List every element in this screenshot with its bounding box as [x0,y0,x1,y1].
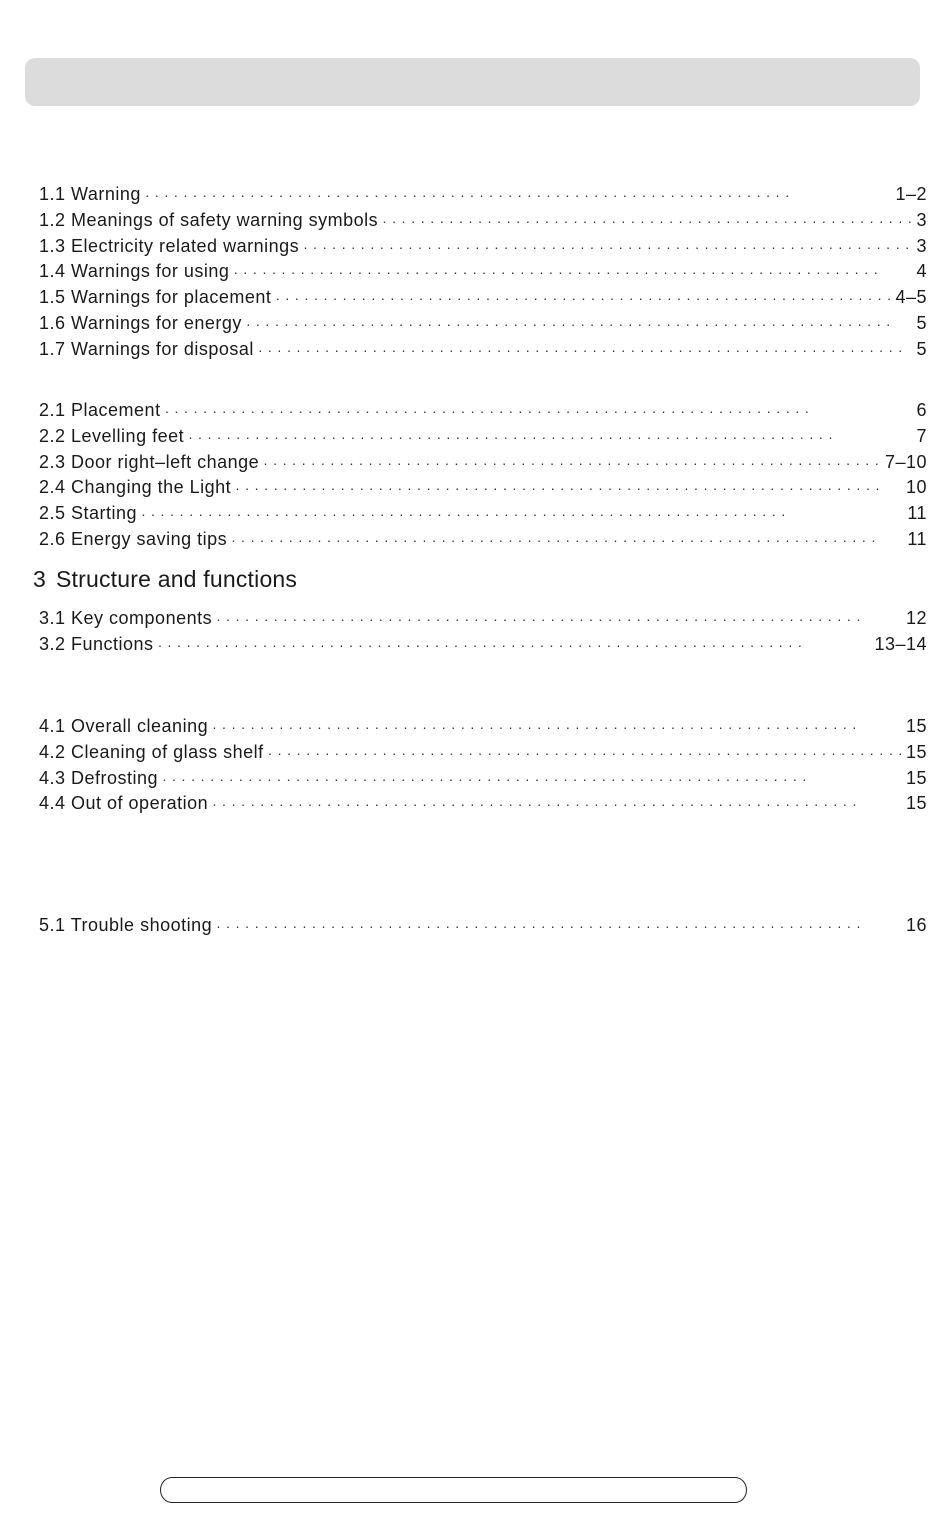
toc-entry[interactable] [39,287,927,313]
dot-leader [212,797,902,811]
toc-entry-label: 1.1 Warning [39,184,141,204]
dot-leader [158,638,871,652]
toc-entry[interactable] [39,742,927,768]
header-bar [25,58,920,106]
dot-leader [235,481,902,495]
dot-leader [275,291,891,305]
dot-leader [162,772,902,786]
toc-entry-page: 15 [905,716,927,736]
toc-entry-label: 1.4 Warnings for using [39,261,230,282]
dot-leader [145,188,892,202]
toc-entry-page: 4–5 [895,287,927,308]
toc-entry[interactable] [39,915,927,941]
dot-leader [382,214,912,228]
toc-entry-page: 5 [916,312,927,333]
toc-entry-page: 11 [907,528,927,549]
toc-entry-page: 3 [916,235,927,256]
toc-entry-label: 1.5 Warnings for placement [39,287,272,308]
dot-leader [231,533,903,547]
toc-section-2 [39,400,927,555]
toc-entry-page: 1–2 [895,184,927,204]
toc-entry[interactable] [39,400,927,426]
section-heading [33,566,297,593]
toc-entry-label: 4.2 Cleaning of glass shelf [39,741,264,762]
dot-leader [141,507,903,521]
toc-entry[interactable] [39,793,927,819]
section-heading-number: 3 [33,566,46,592]
toc-entry[interactable] [39,608,927,634]
toc-entry-page: 7 [916,425,927,446]
toc-entry[interactable] [39,210,927,236]
toc-entry-label: 1.2 Meanings of safety warning symbols [39,209,379,230]
toc-section-3 [39,608,927,660]
toc-entry-page: 16 [905,915,927,935]
toc-entry-page: 7–10 [884,451,927,472]
toc-entry[interactable] [39,477,927,503]
footer-box [160,1477,747,1503]
toc-entry-label: 4.1 Overall cleaning [39,716,209,736]
dot-leader [303,240,912,254]
toc-entry[interactable] [39,452,927,478]
toc-entry[interactable] [39,261,927,287]
dot-leader [216,612,902,626]
toc-entry-label: 2.2 Levelling feet [39,425,185,446]
toc-entry-label: 2.6 Energy saving tips [39,528,228,549]
toc-entry-page: 12 [905,608,927,628]
dot-leader [268,746,902,760]
toc-entry[interactable] [39,184,927,210]
dot-leader [258,343,913,357]
toc-entry-page: 15 [905,793,927,814]
toc-entry-label: 4.3 Defrosting [39,767,159,788]
toc-entry-label: 3.1 Key components [39,608,213,628]
toc-entry-label: 2.5 Starting [39,503,138,524]
toc-entry-label: 1.6 Warnings for energy [39,312,242,333]
toc-entry-label: 1.7 Warnings for disposal [39,338,254,359]
toc-entry-page: 4 [916,261,927,282]
toc-entry[interactable] [39,313,927,339]
toc-entry[interactable] [39,768,927,794]
toc-entry[interactable] [39,339,927,365]
dot-leader [216,919,902,933]
toc-entry[interactable] [39,634,927,660]
toc-entry-page: 13–14 [874,633,927,654]
toc-entry-label: 3.2 Functions [39,633,154,654]
toc-entry-label: 4.4 Out of operation [39,793,209,814]
toc-entry[interactable] [39,716,927,742]
toc-entry-page: 5 [916,338,927,359]
toc-section-1 [39,184,927,365]
toc-entry-label: 2.3 Door right–left change [39,451,260,472]
dot-leader [212,720,902,734]
section-heading-title: Structure and functions [56,566,298,592]
dot-leader [233,265,912,279]
toc-entry-label: 1.3 Electricity related warnings [39,235,300,256]
toc-entry[interactable] [39,426,927,452]
toc-entry-label: 2.4 Changing the Light [39,477,232,498]
toc-entry-page: 15 [905,741,927,762]
toc-entry[interactable] [39,529,927,555]
toc-entry-page: 11 [907,503,927,524]
dot-leader [263,456,881,470]
toc-section-4 [39,716,927,819]
toc-entry[interactable] [39,503,927,529]
dot-leader [246,317,913,331]
toc-entry[interactable] [39,236,927,262]
dot-leader [165,404,913,418]
toc-section-5 [39,915,927,941]
toc-entry-label: 5.1 Trouble shooting [39,915,213,935]
toc-entry-page: 15 [905,767,927,788]
toc-entry-label: 2.1 Placement [39,400,161,420]
dot-leader [188,430,912,444]
toc-entry-page: 3 [916,209,927,230]
toc-entry-page: 6 [916,400,927,420]
toc-entry-page: 10 [905,477,927,498]
